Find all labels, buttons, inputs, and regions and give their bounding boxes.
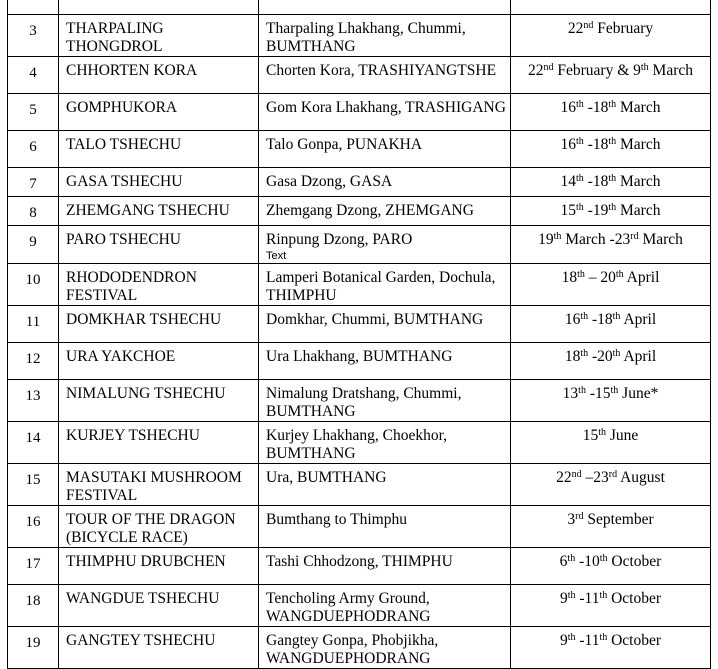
date-suffix: th: [553, 231, 562, 242]
date-suffix: nd: [571, 469, 582, 480]
cell-number: 7: [8, 168, 59, 197]
venue-text: Gasa Dzong, GASA: [266, 173, 393, 190]
table-row-partial-header: [8, 0, 711, 15]
cell-venue: [259, 264, 511, 306]
date-text: 16: [564, 311, 581, 328]
date-text: 6: [559, 553, 568, 570]
date-suffix: th: [612, 348, 621, 359]
date-text: March: [648, 62, 693, 79]
date-suffix: th: [580, 311, 589, 322]
cell-date: [511, 548, 711, 585]
cell-number: [8, 0, 59, 15]
cell-venue: [259, 422, 511, 464]
table-row: [8, 94, 711, 131]
date-suffix: th: [576, 99, 584, 110]
date-suffix: th: [608, 173, 617, 184]
date-suffix: th: [577, 269, 585, 280]
cell-number: 17: [8, 548, 59, 585]
date-text: August: [617, 469, 665, 486]
date-text: -11: [575, 632, 600, 649]
cell-festival: ZHEMGANG TSHECHU: [59, 197, 259, 226]
date-text: June: [605, 427, 639, 444]
cell-date: [511, 0, 711, 15]
cell-number: 11: [8, 306, 59, 343]
cell-date: [511, 380, 711, 422]
cell-number: 9: [8, 226, 59, 264]
venue-text: Kurjey Lhakhang, Choekhor, BUMTHANG: [266, 427, 448, 462]
cell-venue: [259, 226, 511, 264]
cell-festival: NIMALUNG TSHECHU: [59, 380, 259, 422]
date-suffix: th: [598, 427, 606, 438]
date-text: 16: [560, 99, 577, 116]
date-text: -15: [585, 385, 611, 402]
date-text: 22: [556, 469, 572, 486]
cell-number: 5: [8, 94, 59, 131]
date-text: 22: [528, 62, 544, 79]
venue-text: Talo Gonpa, PUNAKHA: [266, 136, 423, 153]
cell-number: 12: [8, 343, 59, 380]
date-suffix: th: [640, 62, 649, 73]
date-text: March: [616, 173, 661, 190]
date-suffix: th: [599, 553, 608, 564]
cell-festival: THIMPHU DRUBCHEN: [59, 548, 259, 585]
date-suffix: th: [567, 590, 576, 601]
cell-venue: [259, 585, 511, 627]
cell-festival: TALO TSHECHU: [59, 131, 259, 168]
venue-text: Tharpaling Lhakhang, Chummi, BUMTHANG: [266, 20, 466, 55]
date-suffix: th: [576, 136, 584, 147]
venue-text: Nimalung Dratshang, Chummi, BUMTHANG: [266, 385, 462, 420]
table-row: [8, 226, 711, 264]
date-text: 3: [567, 511, 576, 528]
cell-venue: [259, 15, 511, 57]
date-text: –23: [581, 469, 609, 486]
date-text: -18: [583, 173, 609, 190]
table-row: [8, 15, 711, 57]
date-suffix: th: [612, 311, 621, 322]
date-text: -10: [575, 553, 600, 570]
cell-venue: [259, 197, 511, 226]
venue-text: Gom Kora Lhakhang, TRASHIGANG: [266, 99, 506, 116]
venue-text: Domkhar, Chummi, BUMTHANG: [266, 311, 484, 328]
date-suffix: th: [576, 202, 584, 213]
table-row: [8, 306, 711, 343]
date-text: 15: [582, 427, 599, 444]
cell-date: [511, 226, 711, 264]
date-suffix: rd: [608, 469, 618, 480]
cell-date: [511, 57, 711, 94]
table-row: [8, 585, 711, 627]
date-text: 14: [560, 173, 577, 190]
table-row: [8, 264, 711, 306]
table-row: [8, 343, 711, 380]
cell-venue: [259, 57, 511, 94]
date-text: March -23: [561, 231, 631, 248]
date-suffix: nd: [583, 20, 594, 31]
date-suffix: rd: [630, 231, 639, 242]
venue-text: Gangtey Gonpa, Phobjikha, WANGDUEPHODRANG: [266, 632, 439, 667]
venue-text: Tencholing Army Ground, WANGDUEPHODRANG: [266, 590, 431, 625]
cell-venue: [259, 131, 511, 168]
date-text: -11: [575, 590, 600, 607]
cell-date: [511, 15, 711, 57]
date-text: October: [607, 590, 662, 607]
cell-festival: MASUTAKI MUSHROOM FESTIVAL: [59, 464, 259, 506]
date-suffix: th: [576, 173, 584, 184]
date-text: -20: [588, 348, 613, 365]
date-text: 13: [562, 385, 579, 402]
date-text: March: [616, 202, 661, 219]
cell-date: [511, 197, 711, 226]
venue-text: Ura Lhakhang, BUMTHANG: [266, 348, 453, 365]
date-text: 16: [560, 136, 577, 153]
cell-number: 6: [8, 131, 59, 168]
cell-festival: WANGDUE TSHECHU: [59, 585, 259, 627]
cell-venue: [259, 627, 511, 669]
cell-festival: DOMKHAR TSHECHU: [59, 306, 259, 343]
table-row: [8, 131, 711, 168]
date-text: – 20: [584, 269, 616, 286]
cell-festival: CHHORTEN KORA: [59, 57, 259, 94]
date-text: -19: [583, 202, 609, 219]
date-suffix: th: [615, 269, 624, 280]
date-suffix: th: [608, 99, 617, 110]
date-suffix: th: [567, 553, 576, 564]
date-text: March: [638, 231, 683, 248]
cell-number: 19: [8, 627, 59, 669]
cell-venue: [259, 94, 511, 131]
cell-venue: [259, 306, 511, 343]
cell-venue: [259, 343, 511, 380]
cell-festival: GASA TSHECHU: [59, 168, 259, 197]
cell-number: 13: [8, 380, 59, 422]
cell-festival: GOMPHUKORA: [59, 94, 259, 131]
festival-table: [7, 0, 711, 669]
date-text: September: [583, 511, 654, 528]
table-row: [8, 548, 711, 585]
cell-festival: TOUR OF THE DRAGON (BICYCLE RACE): [59, 506, 259, 548]
date-text: -18: [588, 311, 613, 328]
cell-date: [511, 343, 711, 380]
cell-date: [511, 168, 711, 197]
date-text: 18: [564, 348, 581, 365]
table-row: [8, 422, 711, 464]
date-text: October: [607, 553, 662, 570]
date-suffix: nd: [543, 62, 554, 73]
cell-festival: PARO TSHECHU: [59, 226, 259, 264]
date-text: 19: [538, 231, 554, 248]
cell-festival: GANGTEY TSHECHU: [59, 627, 259, 669]
cell-number: 8: [8, 197, 59, 226]
cell-venue: [259, 464, 511, 506]
cell-festival: RHODODENDRON FESTIVAL: [59, 264, 259, 306]
date-text: February & 9: [553, 62, 641, 79]
cell-festival: THARPALING THONGDROL: [59, 15, 259, 57]
cell-venue: [259, 548, 511, 585]
cell-number: 18: [8, 585, 59, 627]
venue-text: Ura, BUMTHANG: [266, 469, 387, 486]
venue-text: Bumthang to Thimphu: [266, 511, 407, 528]
date-suffix: th: [580, 348, 589, 359]
cell-number: 14: [8, 422, 59, 464]
table-row: [8, 380, 711, 422]
cell-date: [511, 506, 711, 548]
cell-number: 16: [8, 506, 59, 548]
cell-date: [511, 464, 711, 506]
date-text: April: [623, 269, 660, 286]
date-text: -18: [583, 136, 609, 153]
cell-number: 3: [8, 15, 59, 57]
date-text: April: [620, 348, 657, 365]
date-suffix: th: [578, 385, 586, 396]
venue-text: Tashi Chhodzong, THIMPHU: [266, 553, 453, 570]
festival-table-body: [8, 0, 711, 669]
date-text: March: [616, 99, 661, 116]
cell-venue: [259, 0, 511, 15]
cell-date: [511, 585, 711, 627]
date-suffix: rd: [575, 511, 584, 522]
date-text: 9: [559, 590, 568, 607]
date-text: 22: [567, 20, 584, 37]
venue-text: Rinpung Dzong, PARO: [266, 231, 413, 248]
date-text: April: [620, 311, 657, 328]
date-text: October: [607, 632, 662, 649]
cell-date: [511, 94, 711, 131]
date-text: March: [616, 136, 661, 153]
date-text: June*: [618, 385, 659, 402]
table-row: [8, 627, 711, 669]
table-row: [8, 57, 711, 94]
table-row: [8, 464, 711, 506]
cell-festival: URA YAKCHOE: [59, 343, 259, 380]
cell-date: [511, 306, 711, 343]
table-row: [8, 506, 711, 548]
venue-text: Zhemgang Dzong, ZHEMGANG: [266, 202, 474, 219]
date-text: -18: [583, 99, 609, 116]
date-suffix: th: [610, 385, 619, 396]
cell-date: [511, 264, 711, 306]
date-text: 18: [561, 269, 578, 286]
table-row: [8, 197, 711, 226]
venue-text: Lamperi Botanical Garden, Dochula, THIMPHU: [266, 269, 496, 304]
cell-venue: [259, 506, 511, 548]
date-suffix: th: [608, 136, 617, 147]
cell-number: 4: [8, 57, 59, 94]
date-text: February: [593, 20, 654, 37]
cell-date: [511, 422, 711, 464]
cell-venue: [259, 168, 511, 197]
cell-number: 15: [8, 464, 59, 506]
cell-date: [511, 627, 711, 669]
date-suffix: th: [599, 590, 608, 601]
table-row: [8, 168, 711, 197]
cell-venue: [259, 380, 511, 422]
text-annotation: Text: [266, 250, 287, 262]
date-suffix: th: [567, 632, 576, 643]
venue-text: Chorten Kora, TRASHIYANGTSHE: [266, 62, 497, 79]
date-suffix: th: [599, 632, 608, 643]
cell-festival: [59, 0, 259, 15]
date-text: 15: [560, 202, 577, 219]
cell-festival: KURJEY TSHECHU: [59, 422, 259, 464]
date-suffix: th: [608, 202, 617, 213]
cell-date: [511, 131, 711, 168]
cell-number: 10: [8, 264, 59, 306]
date-text: 9: [559, 632, 568, 649]
